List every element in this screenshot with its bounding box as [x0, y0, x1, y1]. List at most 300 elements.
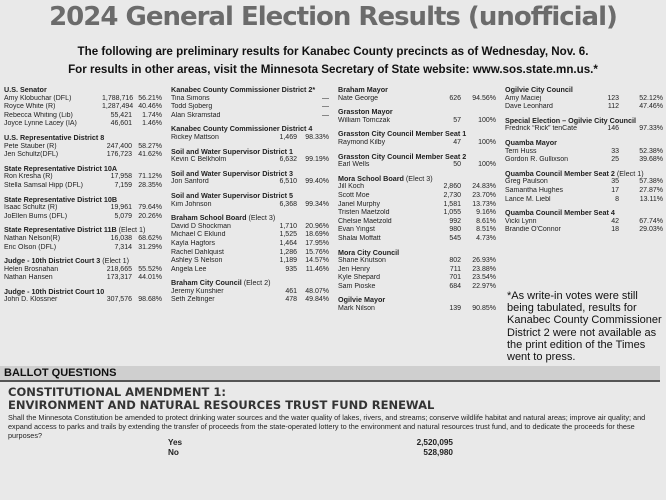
candidate-row [505, 226, 663, 235]
race-block [338, 296, 496, 313]
race-title [4, 134, 162, 143]
candidate-percent: 23.88% [472, 265, 496, 273]
candidate-percent: 15.76% [305, 248, 329, 256]
candidate-name: Rebecca Whiting (Lib) [4, 111, 73, 119]
candidate-name: Chelsie Maetzold [338, 217, 392, 225]
results-column-1 [4, 86, 162, 310]
candidate-row [171, 134, 329, 143]
candidate-percent: 8.51% [476, 226, 496, 234]
candidate-votes: 935 [285, 265, 297, 273]
race-block [4, 226, 162, 252]
candidate-name: Pete Stauber (R) [4, 142, 57, 150]
candidate-percent: 1.46% [142, 120, 162, 128]
candidate-name: Alan Skramstad [171, 111, 221, 119]
amendment-title [8, 386, 658, 412]
race-title-text: Judge - 10th District Court 10 [4, 286, 105, 296]
candidate-row [338, 161, 496, 170]
amendment-title-line-1: CONSTITUTIONAL AMENDMENT 1: [8, 385, 226, 399]
candidate-votes: 17 [611, 186, 619, 194]
candidate-percent: 99.34% [305, 200, 329, 208]
candidate-name: Kevin C Belkholm [171, 156, 227, 164]
candidate-name: William Tomczak [338, 116, 390, 124]
candidate-percent: 97.33% [639, 125, 663, 133]
candidate-row [338, 305, 496, 314]
candidate-percent: 56.21% [138, 94, 162, 102]
candidate-name: Kyle Shepard [338, 274, 381, 282]
answer-yes-label: Yes [168, 438, 183, 447]
candidate-row [338, 183, 496, 192]
candidate-name: Tina Simons [171, 94, 210, 102]
candidate-name: Jon Sanford [171, 178, 209, 186]
candidate-name: Ashley S Nelson [171, 257, 223, 265]
candidate-votes: 47 [453, 138, 461, 146]
candidate-percent: 49.84% [305, 296, 329, 304]
candidate-votes: 6,368 [279, 200, 297, 208]
candidate-row [4, 151, 162, 160]
candidate-name: Amy Klobuchar (DFL) [4, 94, 72, 102]
candidate-row [338, 218, 496, 227]
candidate-percent: 79.64% [138, 204, 162, 212]
race-title-text: Ogilvie Mayor [338, 295, 386, 305]
race-note: (Elect 2) [243, 278, 271, 288]
candidate-percent: 4.73% [476, 234, 496, 242]
candidate-name: Evan Yingst [338, 226, 375, 234]
candidate-votes: 711 [449, 265, 461, 273]
candidate-percent: 100% [478, 161, 496, 169]
race-block [171, 214, 329, 274]
candidate-name: Brandie O'Connor [505, 226, 561, 234]
race-block [505, 139, 663, 165]
candidate-name: Scott Moe [338, 191, 370, 199]
race-block [171, 148, 329, 165]
candidate-percent: 14.57% [305, 257, 329, 265]
race-title [505, 139, 663, 148]
race-title [505, 209, 663, 218]
candidate-row [338, 201, 496, 210]
candidate-row [505, 178, 663, 187]
candidate-votes: 992 [449, 217, 461, 225]
race-title [338, 108, 496, 117]
candidate-votes [267, 95, 297, 104]
race-block [338, 130, 496, 147]
race-block [505, 170, 663, 204]
candidate-percent: 28.35% [138, 181, 162, 189]
race-title [171, 86, 329, 95]
race-title-text: Special Election – Ogilvie City Council [505, 115, 637, 125]
candidate-name: Nathan Nelson(R) [4, 234, 61, 242]
candidate-percent: 18.69% [305, 231, 329, 239]
race-title [338, 175, 496, 184]
race-block [4, 86, 162, 129]
candidate-percent: 100% [478, 138, 496, 146]
candidate-percent: 44.01% [138, 274, 162, 282]
candidate-name: Nate George [338, 94, 379, 102]
candidate-votes: 1,286 [279, 248, 297, 256]
candidate-row [505, 103, 663, 112]
candidate-percent: 48.07% [305, 287, 329, 295]
candidate-row [505, 156, 663, 165]
candidate-percent: 98.68% [138, 296, 162, 304]
candidate-percent: 26.93% [472, 257, 496, 265]
candidate-percent: 94.56% [472, 94, 496, 102]
race-block [338, 175, 496, 244]
candidate-row [171, 288, 329, 297]
race-title [4, 86, 162, 95]
candidate-votes: 42 [611, 217, 619, 225]
page-title: 2024 General Election Results (unofficial) [49, 2, 617, 32]
candidate-votes: 1,581 [443, 200, 461, 208]
candidate-row [505, 218, 663, 227]
candidate-votes: 701 [449, 274, 461, 282]
candidate-votes: 1,464 [279, 239, 297, 247]
candidate-name: Earl Wells [338, 161, 370, 169]
race-block [505, 86, 663, 112]
race-block [505, 117, 663, 134]
candidate-percent: 39.68% [639, 156, 663, 164]
candidate-row [4, 213, 162, 222]
candidate-votes: 7,159 [114, 181, 132, 189]
candidate-votes: 173,317 [106, 274, 132, 282]
candidate-name: Vicki Lynn [505, 217, 537, 225]
race-note: (Elect 3) [248, 213, 276, 223]
candidate-name: Lance M. Liebl [505, 195, 551, 203]
candidate-percent: 24.83% [472, 183, 496, 191]
candidate-name: Kim Johnson [171, 200, 212, 208]
candidate-name: Jen Henry [338, 265, 370, 273]
candidate-row [505, 196, 663, 205]
candidate-votes: 25 [611, 156, 619, 164]
race-block [171, 192, 329, 209]
candidate-name: Stella Samsal Hipp (DFL) [4, 181, 83, 189]
candidate-name: Jill Koch [338, 183, 365, 191]
candidate-name: Dave Leonhard [505, 103, 553, 111]
candidate-name: Shane Knutson [338, 257, 386, 265]
candidate-percent: 1.74% [142, 111, 162, 119]
candidate-votes: 33 [611, 147, 619, 155]
candidate-row [4, 266, 162, 275]
candidate-row [171, 178, 329, 187]
candidate-votes: 17,958 [110, 173, 132, 181]
candidate-name: Greg Paulson [505, 178, 548, 186]
candidate-row [4, 173, 162, 182]
candidate-row [338, 235, 496, 244]
race-block [505, 209, 663, 235]
race-title-text: Braham Mayor [338, 85, 388, 94]
candidate-name: Kayla Hagfors [171, 239, 215, 247]
candidate-percent: 68.62% [138, 234, 162, 242]
race-block [338, 153, 496, 170]
candidate-percent: 40.46% [138, 103, 162, 111]
race-title [171, 125, 329, 134]
candidate-votes: 19,961 [110, 204, 132, 212]
race-title-text: Braham City Council [171, 278, 242, 288]
race-title-text: Kanabec County Commissioner District 4 [171, 124, 313, 134]
candidate-row [505, 125, 663, 134]
race-title [171, 170, 329, 179]
race-block [4, 134, 162, 160]
candidate-row [171, 95, 329, 104]
race-title [338, 153, 496, 162]
candidate-votes: 980 [449, 226, 461, 234]
candidate-votes: 146 [607, 125, 619, 133]
candidate-row [171, 223, 329, 232]
candidate-row [4, 143, 162, 152]
candidate-votes: 176,723 [106, 151, 132, 159]
candidate-row [171, 240, 329, 249]
candidate-percent: 58.27% [138, 142, 162, 150]
candidate-votes: 6,632 [279, 156, 297, 164]
answer-no-row [168, 448, 453, 457]
race-title [4, 257, 162, 266]
candidate-name: Todd Sjoberg [171, 103, 213, 111]
results-column-3 [338, 86, 496, 319]
candidate-votes: 461 [285, 287, 297, 295]
race-title-text: Ogilvie City Council [505, 85, 573, 94]
candidate-votes: 57 [453, 116, 461, 124]
subtitle-preliminary: The following are preliminary results for Kanabec County precincts as of Wednesday, Nov. 6. [77, 45, 589, 58]
candidate-votes: 139 [449, 305, 461, 313]
candidate-votes: 218,665 [106, 265, 132, 273]
candidate-votes: 18 [611, 226, 619, 234]
candidate-name: Tristen Maetzold [338, 209, 390, 217]
candidate-name: Joyce Lynne Lacey (IA) [4, 120, 77, 128]
race-block [171, 279, 329, 305]
candidate-percent: 22.97% [472, 282, 496, 290]
race-title [338, 130, 496, 139]
candidate-name: Jen Schultz(DFL) [4, 151, 59, 159]
candidate-votes: 1,189 [279, 257, 297, 265]
candidate-name: Fredrick “Rick” tenCate [505, 125, 577, 133]
race-title-text: U.S. Representative District 8 [4, 132, 105, 142]
candidate-percent: 41.62% [138, 151, 162, 159]
candidate-row [338, 117, 496, 126]
race-block [338, 108, 496, 125]
candidate-percent: 9.16% [476, 209, 496, 217]
race-block [338, 86, 496, 103]
candidate-votes: 1,525 [279, 231, 297, 239]
candidate-votes: 478 [285, 296, 297, 304]
ballot-questions-label: BALLOT QUESTIONS [4, 367, 117, 379]
candidate-percent: 90.85% [472, 305, 496, 313]
race-block [171, 86, 329, 120]
candidate-row [338, 192, 496, 201]
candidate-row [338, 266, 496, 275]
candidate-percent: 23.54% [472, 274, 496, 282]
candidate-percent: 13.73% [472, 200, 496, 208]
race-title-text: State Representative District 10B [4, 194, 118, 204]
candidate-name: Raymond Kilby [338, 138, 386, 146]
race-title-text: Quamba Mayor [505, 137, 557, 147]
candidate-row [4, 274, 162, 283]
candidate-name: Samantha Hughes [505, 186, 563, 194]
candidate-percent: 29.03% [639, 226, 663, 234]
race-title-text: Mora City Council [338, 247, 400, 257]
candidate-votes: 7,314 [114, 243, 132, 251]
race-note: (Elect 1) [616, 168, 644, 178]
candidate-name: Sam Pioske [338, 282, 376, 290]
race-title [4, 226, 162, 235]
candidate-percent: 52.12% [639, 94, 663, 102]
race-block [4, 196, 162, 222]
subtitle-sos-website: For results in other areas, visit the Minnesota Secretary of State website: www.sos.state.mn.us.* [68, 63, 598, 76]
candidate-percent: 31.29% [138, 243, 162, 251]
race-title-text: Judge - 10th District Court 3 [4, 256, 101, 266]
candidate-row [171, 257, 329, 266]
candidate-row [171, 103, 329, 112]
candidate-row [171, 156, 329, 165]
candidate-name: Mark Nilson [338, 305, 375, 313]
amendment-question: Shall the Minnesota Constitution be amended to protect drinking water sources and the water quality of lakes, rivers, and streams; conserve wildlife habitat and natural areas; improve air quality; and expand access to parks and trails by extending the transfer of proceeds from the state-operated lottery to the environment and natural resources trust fund, and to dedicate the proceeds for these purposes? [8, 413, 646, 440]
race-title-text: Grasston City Council Member Seat 1 [338, 129, 467, 139]
candidate-votes [267, 103, 297, 112]
amendment-title-line-2: ENVIRONMENT AND NATURAL RESOURCES TRUST FUND RENEWAL [8, 398, 435, 412]
race-title-text: Kanabec County Commissioner District 2* [171, 85, 316, 94]
candidate-percent: 99.19% [305, 156, 329, 164]
race-title-text: Quamba Council Member Seat 2 [505, 168, 615, 178]
candidate-row [171, 296, 329, 305]
answer-yes-votes: 2,520,095 [416, 438, 453, 447]
candidate-name: Amy Maciej [505, 94, 542, 102]
candidate-votes: 50 [453, 161, 461, 169]
candidate-percent: 67.74% [639, 217, 663, 225]
candidate-row [4, 103, 162, 112]
race-block [171, 170, 329, 187]
candidate-votes: 1,055 [443, 209, 461, 217]
candidate-name: Isaac Schultz (R) [4, 204, 58, 212]
candidate-name: Janel Murphy [338, 200, 381, 208]
candidate-row [505, 148, 663, 157]
candidate-votes: 35 [611, 178, 619, 186]
race-block [171, 125, 329, 142]
race-title-text: Braham School Board [171, 213, 247, 223]
candidate-percent: 100% [478, 116, 496, 124]
race-title-text: Grasston City Council Member Seat 2 [338, 151, 467, 161]
candidate-row [338, 274, 496, 283]
candidate-name: Nathan Hansen [4, 274, 53, 282]
candidate-name: Rachel Dahlquist [171, 248, 224, 256]
race-title [171, 214, 329, 223]
candidate-row [171, 266, 329, 275]
answer-no-votes: 528,980 [423, 448, 453, 457]
race-title-text: Quamba Council Member Seat 4 [505, 208, 615, 218]
candidate-row [171, 249, 329, 258]
candidate-name: Ron Kresha (R) [4, 173, 53, 181]
candidate-votes: 2,860 [443, 183, 461, 191]
race-title-text: U.S. Senator [4, 85, 47, 94]
candidate-percent: 57.38% [639, 178, 663, 186]
candidate-name: Jeremy Kunshier [171, 287, 224, 295]
candidate-votes: 1,788,716 [102, 94, 134, 102]
candidate-name: Angela Lee [171, 265, 207, 273]
race-block [4, 165, 162, 191]
race-title [338, 86, 496, 95]
candidate-votes [267, 112, 297, 121]
race-note: (Elect 1) [102, 256, 130, 266]
ballot-questions-bar [0, 366, 660, 382]
race-title-text: Soil and Water Supervisor District 1 [171, 146, 293, 156]
candidate-row [4, 235, 162, 244]
race-title [4, 196, 162, 205]
candidate-row [4, 120, 162, 129]
candidate-percent: — [322, 94, 329, 102]
candidate-name: Michael C Eklund [171, 231, 226, 239]
candidate-row [338, 283, 496, 292]
candidate-votes: 1,469 [279, 133, 297, 141]
candidate-name: Rickey Mattson [171, 133, 219, 141]
race-title [171, 148, 329, 157]
race-title [505, 117, 663, 126]
candidate-row [4, 244, 162, 253]
candidate-row [338, 257, 496, 266]
candidate-votes: 2,730 [443, 191, 461, 199]
candidate-votes: 8 [615, 195, 619, 203]
race-title [4, 288, 162, 297]
candidate-row [505, 187, 663, 196]
candidate-row [505, 95, 663, 104]
race-title-text: Grasston Mayor [338, 107, 393, 117]
candidate-votes: 55,421 [110, 111, 132, 119]
candidate-row [338, 209, 496, 218]
candidate-name: Seth Zeltinger [171, 296, 215, 304]
race-block [4, 257, 162, 283]
candidate-percent: 99.40% [305, 178, 329, 186]
race-title [338, 296, 496, 305]
candidate-votes: 112 [607, 103, 619, 111]
answer-no-label: No [168, 448, 179, 457]
candidate-row [171, 112, 329, 121]
race-title [505, 86, 663, 95]
candidate-name: Shalai Moffatt [338, 234, 381, 242]
candidate-percent: 52.38% [639, 147, 663, 155]
candidate-percent: 20.26% [138, 212, 162, 220]
candidate-votes: 684 [449, 282, 461, 290]
race-block [4, 288, 162, 305]
candidate-percent: 27.87% [639, 186, 663, 194]
candidate-percent: 13.11% [639, 195, 663, 203]
candidate-percent: — [322, 111, 329, 119]
candidate-name: David D Shockman [171, 222, 231, 230]
candidate-percent: 71.12% [138, 173, 162, 181]
candidate-row [338, 95, 496, 104]
candidate-votes: 1,287,494 [102, 103, 134, 111]
candidate-votes: 545 [449, 234, 461, 242]
candidate-row [4, 296, 162, 305]
candidate-row [4, 112, 162, 121]
candidate-name: John D. Klossner [4, 296, 58, 304]
results-column-4 [505, 86, 663, 240]
candidate-name: Eric Olson (DFL) [4, 243, 57, 251]
candidate-votes: 802 [449, 257, 461, 265]
candidate-percent: 23.70% [472, 191, 496, 199]
candidate-name: Terri Huss [505, 147, 537, 155]
candidate-votes: 46,601 [110, 120, 132, 128]
candidate-percent: — [322, 103, 329, 111]
race-title-text: Soil and Water Supervisor District 3 [171, 168, 293, 178]
candidate-row [171, 231, 329, 240]
results-column-2 [171, 86, 329, 310]
candidate-votes: 5,079 [114, 212, 132, 220]
race-title-text: Soil and Water Supervisor District 5 [171, 190, 293, 200]
candidate-percent: 98.33% [305, 133, 329, 141]
race-title [505, 170, 663, 179]
candidate-votes: 1,710 [279, 222, 297, 230]
race-note: (Elect 1) [118, 225, 146, 235]
race-title [338, 249, 496, 258]
race-note: (Elect 3) [405, 173, 433, 183]
race-title [4, 165, 162, 174]
candidate-row [4, 95, 162, 104]
candidate-row [4, 182, 162, 191]
